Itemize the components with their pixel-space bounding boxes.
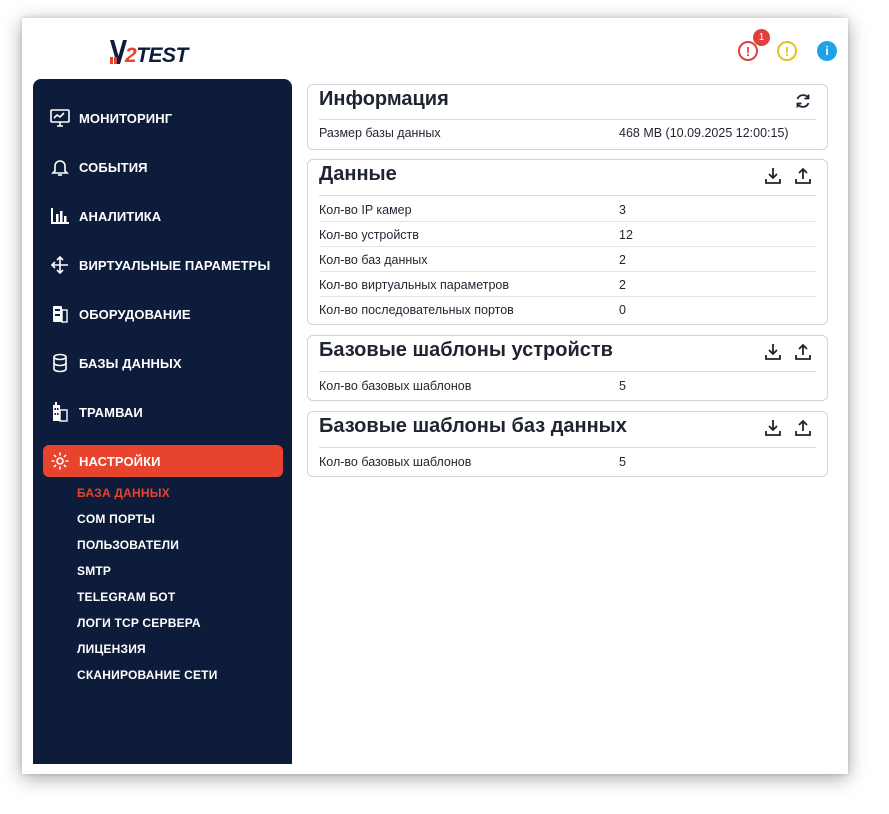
subitem-network-scan[interactable]: СКАНИРОВАНИЕ СЕТИ [77,668,218,682]
logo[interactable] [108,36,228,70]
sidebar-item-hardware[interactable]: ОБОРУДОВАНИЕ [43,298,283,330]
data-row-serial-ports: Кол-во последовательных портов 0 [319,303,626,317]
hardware-icon [49,303,71,325]
monitor-icon [49,107,71,129]
download-icon[interactable] [763,342,783,362]
download-icon[interactable] [763,166,783,186]
sidebar-item-monitoring[interactable]: МОНИТОРИНГ [43,102,283,134]
info-icon[interactable]: i [817,41,837,61]
device-templates-row-count: Кол-во базовых шаблонов 5 [319,379,626,393]
device-templates-card [307,335,828,401]
upload-icon[interactable] [793,418,813,438]
sidebar-item-virtual-params[interactable]: ВИРТУАЛЬНЫЕ ПАРАМЕТРЫ [43,249,283,281]
sidebar-item-settings[interactable]: НАСТРОЙКИ [43,445,283,477]
error-alerts-icon[interactable]: ! [738,41,758,61]
subitem-com-ports[interactable]: COM ПОРТЫ [77,512,156,526]
sidebar-item-trams[interactable]: ТРАМВАИ [43,396,283,428]
device-templates-card-title: Базовые шаблоны устройств [319,339,613,361]
data-row-devices: Кол-во устройств 12 [319,222,816,247]
logo-text: 2TEST [125,44,188,67]
info-card [307,84,828,150]
subitem-smtp[interactable]: SMTP [77,564,112,578]
bar-chart-icon [49,205,71,227]
gear-icon [49,450,71,472]
data-row-databases: Кол-во баз данных 2 [319,247,816,272]
sidebar-item-analytics[interactable]: АНАЛИТИКА [43,200,283,232]
subitem-database[interactable]: БАЗА ДАННЫХ [77,486,170,500]
sidebar-item-events[interactable]: СОБЫТИЯ [43,151,283,183]
arrows-icon [49,254,71,276]
data-card [307,159,828,325]
sidebar-item-databases[interactable]: БАЗЫ ДАННЫХ [43,347,283,379]
db-templates-row-count: Кол-во базовых шаблонов 5 [319,455,626,469]
data-row-virtual-params: Кол-во виртуальных параметров 2 [319,272,816,297]
subitem-users[interactable]: ПОЛЬЗОВАТЕЛИ [77,538,180,552]
warning-alerts-icon[interactable]: ! [777,41,797,61]
subitem-tcp-logs[interactable]: ЛОГИ TCP СЕРВЕРА [77,616,201,630]
error-count-badge: 1 [753,29,770,46]
sidebar [33,79,292,764]
db-templates-card [307,411,828,477]
database-icon [49,352,71,374]
bell-icon [49,156,71,178]
upload-icon[interactable] [793,342,813,362]
data-row-ip-cameras: Кол-во IP камер 3 [319,197,816,222]
info-card-title: Информация [319,88,449,110]
db-templates-card-title: Базовые шаблоны баз данных [319,415,627,437]
subitem-telegram-bot[interactable]: TELEGRAM БОТ [77,590,176,604]
download-icon[interactable] [763,418,783,438]
refresh-icon[interactable] [793,91,813,111]
building-icon [49,401,71,423]
data-card-title: Данные [319,163,397,185]
info-row-db-size: Размер базы данных 468 MB (10.09.2025 12:00:15) [319,126,789,140]
subitem-license[interactable]: ЛИЦЕНЗИЯ [77,642,146,656]
upload-icon[interactable] [793,166,813,186]
